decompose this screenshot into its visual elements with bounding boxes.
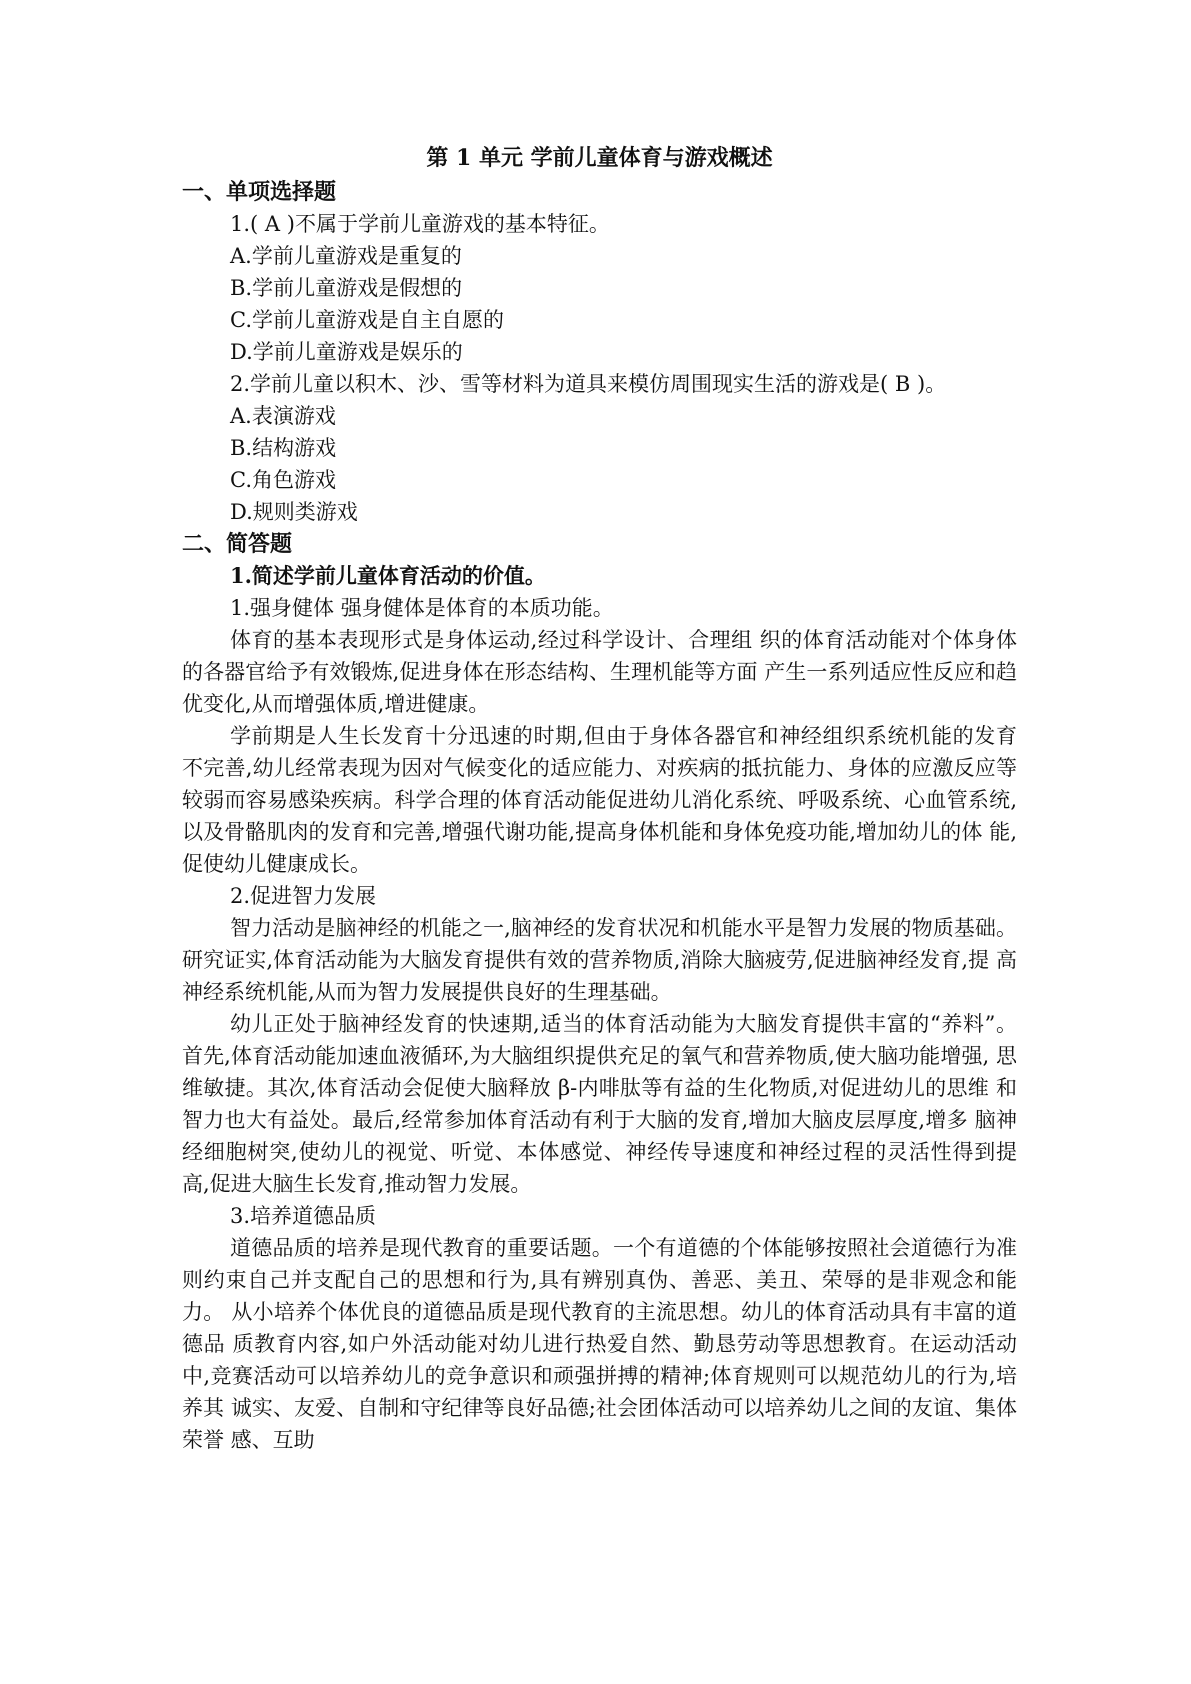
question-1-stem: 1.( A )不属于学前儿童游戏的基本特征。 [230, 212, 610, 236]
question-2-option-d: D.规则类游戏 [230, 500, 358, 524]
question-1-option-a: A.学前儿童游戏是重复的 [230, 244, 462, 268]
section-heading-single-choice: 一、单项选择题 [182, 179, 337, 205]
answer-item-3-paragraph-1: 道德品质的培养是现代教育的重要话题。一个有道德的个体能够按照社会道德行为准 则约束自己并支配自己的思想和行为,具有辨别真伪、善恶、美丑、荣辱的是非观念和能力。 从小培养个体优良的道德品质是现代教育的主流思想。幼儿的体育活动具有丰富的道德品 质教育内容,如户外活动能对幼儿进行热爱自然、勤恳劳动等思想教育。在运动活动中,竞赛活动可以培养幼儿的竞争意识和顽强拼搏的精神;体育规则可以规范幼儿的行为,培养其 诚实、友爱、自制和守纪律等良好品德;社会团体活动可以培养幼儿之间的友谊、集体荣誉 感、互助 [182, 1236, 1017, 1452]
answer-item-2-paragraph-2: 幼儿正处于脑神经发育的快速期,适当的体育活动能为大脑发育提供丰富的“养料”。 首先,体育活动能加速血液循环,为大脑组织提供充足的氧气和营养物质,使大脑功能增强, 思维敏捷。其次,体育活动会促使大脑释放 β-内啡肽等有益的生化物质,对促进幼儿的思维 和智力也大有益处。最后,经常参加体育活动有利于大脑的发育,增加大脑皮层厚度,增多 脑神经细胞树突,使幼儿的视觉、听觉、本体感觉、神经传导速度和神经过程的灵活性得到提 高,促进大脑生长发育,推动智力发展。 [182, 1012, 1017, 1196]
question-1-option-b: B.学前儿童游戏是假想的 [230, 276, 463, 300]
document-page [182, 140, 1017, 1456]
section-heading-short-answer: 二、简答题 [182, 531, 293, 557]
answer-item-2-heading: 2.促进智力发展 [230, 884, 377, 908]
answer-item-2-paragraph-1: 智力活动是脑神经的机能之一,脑神经的发育状况和机能水平是智力发展的物质基础。 研究证实,体育活动能为大脑发育提供有效的营养物质,消除大脑疲劳,促进脑神经发育,提 高神经系统机能,从而为智力发展提供良好的生理基础。 [182, 916, 1017, 1004]
question-2-option-b: B.结构游戏 [230, 436, 337, 460]
question-1-option-c: C.学前儿童游戏是自主自愿的 [230, 308, 504, 332]
document-title: 第 1 单元 学前儿童体育与游戏概述 [426, 145, 773, 171]
answer-item-1-paragraph-1: 体育的基本表现形式是身体运动,经过科学设计、合理组 织的体育活动能对个体身体的各器官给予有效锻炼,促进身体在形态结构、生理机能等方面 产生一系列适应性反应和趋优变化,从而增强体质,增进健康。 [182, 628, 1017, 716]
question-2-option-c: C.角色游戏 [230, 468, 336, 492]
question-2-stem: 2.学前儿童以积木、沙、雪等材料为道具来模仿周围现实生活的游戏是( B )。 [230, 372, 947, 396]
question-1-option-d: D.学前儿童游戏是娱乐的 [230, 340, 463, 364]
answer-item-1-heading: 1.强身健体 强身健体是体育的本质功能。 [230, 596, 614, 620]
short-answer-question: 1.简述学前儿童体育活动的价值。 [230, 563, 546, 588]
answer-item-1-paragraph-2: 学前期是人生长发育十分迅速的时期,但由于身体各器官和神经组织系统机能的发育 不完善,幼儿经常表现为因对气候变化的适应能力、对疾病的抵抗能力、身体的应激反应等 较弱而容易感染疾病。科学合理的体育活动能促进幼儿消化系统、呼吸系统、心血管系统, 以及骨骼肌肉的发育和完善,增强代谢功能,提高身体机能和身体免疫功能,增加幼儿的体 能,促使幼儿健康成长。 [182, 724, 1017, 876]
answer-item-3-heading: 3.培养道德品质 [230, 1204, 377, 1228]
question-2-option-a: A.表演游戏 [230, 404, 336, 428]
